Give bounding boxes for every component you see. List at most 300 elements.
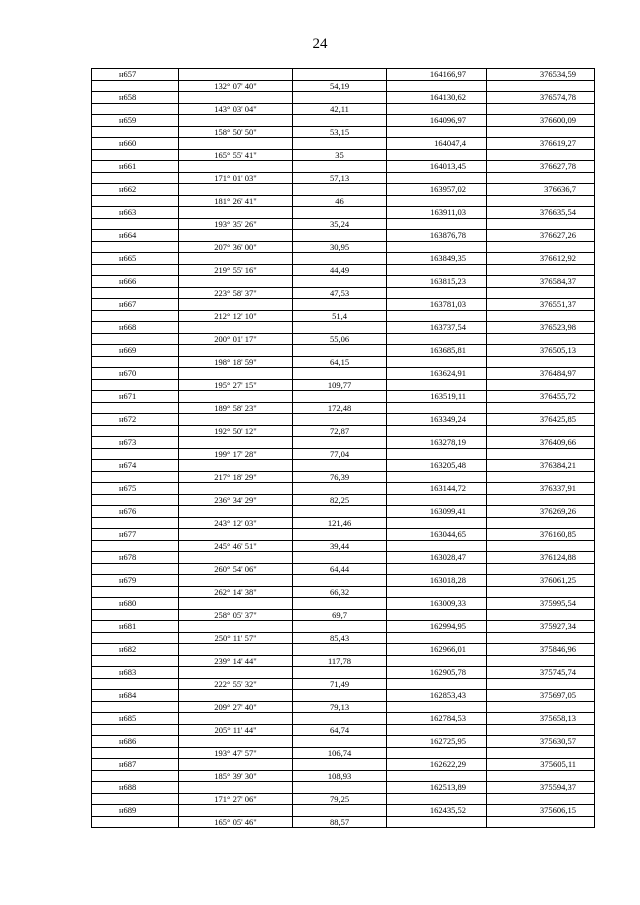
point-cell-empty [92, 379, 179, 391]
length-cell-empty [293, 115, 387, 127]
point-row [92, 230, 595, 242]
point-id: н686 [92, 736, 179, 748]
y-cell-empty [487, 747, 595, 759]
x-cell-empty [387, 540, 487, 552]
y-coordinate: 375658,13 [487, 713, 595, 725]
segment-length: 72,87 [293, 425, 387, 437]
point-id: н689 [92, 805, 179, 817]
point-row [92, 460, 595, 472]
x-coordinate: 163781,03 [387, 299, 487, 311]
direction-angle: 165° 55' 41" [179, 149, 293, 161]
length-cell-empty [293, 460, 387, 472]
point-cell-empty [92, 172, 179, 184]
angle-cell-empty [179, 184, 293, 196]
direction-angle: 143° 03' 04" [179, 103, 293, 115]
angle-cell-empty [179, 115, 293, 127]
segment-length: 35 [293, 149, 387, 161]
length-cell-empty [293, 713, 387, 725]
segment-row [92, 494, 595, 506]
y-cell-empty [487, 770, 595, 782]
y-coordinate: 376612,92 [487, 253, 595, 265]
x-coordinate: 163957,02 [387, 184, 487, 196]
segment-row [92, 149, 595, 161]
point-id: н670 [92, 368, 179, 380]
x-cell-empty [387, 471, 487, 483]
y-cell-empty [487, 126, 595, 138]
segment-length: 30,95 [293, 241, 387, 253]
y-cell-empty [487, 310, 595, 322]
segment-length: 69,7 [293, 609, 387, 621]
x-coordinate: 162513,89 [387, 782, 487, 794]
point-id: н673 [92, 437, 179, 449]
y-cell-empty [487, 149, 595, 161]
segment-row [92, 80, 595, 92]
y-cell-empty [487, 517, 595, 529]
segment-length: 109,77 [293, 379, 387, 391]
y-coordinate: 375995,54 [487, 598, 595, 610]
x-coordinate: 162784,53 [387, 713, 487, 725]
point-id: н674 [92, 460, 179, 472]
length-cell-empty [293, 667, 387, 679]
point-row [92, 529, 595, 541]
point-row [92, 161, 595, 173]
angle-cell-empty [179, 230, 293, 242]
segment-length: 64,74 [293, 724, 387, 736]
y-coordinate: 376584,37 [487, 276, 595, 288]
angle-cell-empty [179, 690, 293, 702]
y-coordinate: 376124,88 [487, 552, 595, 564]
y-cell-empty [487, 80, 595, 92]
point-id: н657 [92, 69, 179, 81]
point-row [92, 690, 595, 702]
x-coordinate: 164047,4 [387, 138, 487, 150]
length-cell-empty [293, 345, 387, 357]
segment-row [92, 264, 595, 276]
x-cell-empty [387, 149, 487, 161]
point-row [92, 782, 595, 794]
x-coordinate: 163911,03 [387, 207, 487, 219]
segment-row [92, 678, 595, 690]
length-cell-empty [293, 299, 387, 311]
segment-row [92, 287, 595, 299]
segment-row [92, 563, 595, 575]
segment-row [92, 218, 595, 230]
x-cell-empty [387, 287, 487, 299]
x-coordinate: 163278,19 [387, 437, 487, 449]
segment-length: 79,25 [293, 793, 387, 805]
x-cell-empty [387, 218, 487, 230]
segment-row [92, 379, 595, 391]
direction-angle: 219° 55' 16" [179, 264, 293, 276]
point-id: н658 [92, 92, 179, 104]
length-cell-empty [293, 690, 387, 702]
y-coordinate: 376484,97 [487, 368, 595, 380]
x-coordinate: 163737,54 [387, 322, 487, 334]
y-cell-empty [487, 425, 595, 437]
angle-cell-empty [179, 506, 293, 518]
y-cell-empty [487, 264, 595, 276]
angle-cell-empty [179, 368, 293, 380]
point-cell-empty [92, 632, 179, 644]
segment-length: 82,25 [293, 494, 387, 506]
x-cell-empty [387, 425, 487, 437]
segment-row [92, 310, 595, 322]
segment-length: 106,74 [293, 747, 387, 759]
angle-cell-empty [179, 207, 293, 219]
angle-cell-empty [179, 253, 293, 265]
point-cell-empty [92, 586, 179, 598]
point-cell-empty [92, 103, 179, 115]
y-cell-empty [487, 379, 595, 391]
segment-length: 47,53 [293, 287, 387, 299]
y-cell-empty [487, 172, 595, 184]
angle-cell-empty [179, 161, 293, 173]
x-coordinate: 163624,91 [387, 368, 487, 380]
x-cell-empty [387, 655, 487, 667]
point-row [92, 253, 595, 265]
point-id: н671 [92, 391, 179, 403]
x-coordinate: 163519,11 [387, 391, 487, 403]
segment-length: 121,46 [293, 517, 387, 529]
y-coordinate: 376619,27 [487, 138, 595, 150]
x-coordinate: 163099,41 [387, 506, 487, 518]
x-coordinate: 163009,33 [387, 598, 487, 610]
direction-angle: 212° 12' 10" [179, 310, 293, 322]
direction-angle: 223° 58' 37" [179, 287, 293, 299]
y-cell-empty [487, 586, 595, 598]
direction-angle: 262° 14' 38" [179, 586, 293, 598]
point-cell-empty [92, 310, 179, 322]
y-coordinate: 375630,57 [487, 736, 595, 748]
direction-angle: 181° 26' 41" [179, 195, 293, 207]
point-cell-empty [92, 80, 179, 92]
segment-row [92, 517, 595, 529]
x-coordinate: 163205,48 [387, 460, 487, 472]
y-coordinate: 376160,85 [487, 529, 595, 541]
y-cell-empty [487, 103, 595, 115]
x-cell-empty [387, 310, 487, 322]
x-coordinate: 162905,78 [387, 667, 487, 679]
point-cell-empty [92, 517, 179, 529]
point-id: н675 [92, 483, 179, 495]
angle-cell-empty [179, 414, 293, 426]
point-cell-empty [92, 356, 179, 368]
direction-angle: 205° 11' 44" [179, 724, 293, 736]
point-row [92, 437, 595, 449]
segment-row [92, 816, 595, 828]
angle-cell-empty [179, 805, 293, 817]
point-cell-empty [92, 471, 179, 483]
y-coordinate: 376384,21 [487, 460, 595, 472]
angle-cell-empty [179, 782, 293, 794]
angle-cell-empty [179, 667, 293, 679]
point-row [92, 552, 595, 564]
y-cell-empty [487, 816, 595, 828]
x-cell-empty [387, 103, 487, 115]
y-cell-empty [487, 218, 595, 230]
point-row [92, 414, 595, 426]
y-cell-empty [487, 701, 595, 713]
length-cell-empty [293, 736, 387, 748]
x-coordinate: 163144,72 [387, 483, 487, 495]
point-cell-empty [92, 195, 179, 207]
point-id: н662 [92, 184, 179, 196]
segment-row [92, 724, 595, 736]
angle-cell-empty [179, 460, 293, 472]
point-row [92, 322, 595, 334]
point-id: н668 [92, 322, 179, 334]
length-cell-empty [293, 391, 387, 403]
point-id: н680 [92, 598, 179, 610]
x-cell-empty [387, 402, 487, 414]
point-row [92, 644, 595, 656]
direction-angle: 258° 05' 37" [179, 609, 293, 621]
direction-angle: 236° 34' 29" [179, 494, 293, 506]
point-row [92, 138, 595, 150]
point-cell-empty [92, 724, 179, 736]
segment-row [92, 655, 595, 667]
y-cell-empty [487, 540, 595, 552]
segment-row [92, 103, 595, 115]
x-coordinate: 162994,95 [387, 621, 487, 633]
point-id: н683 [92, 667, 179, 679]
x-cell-empty [387, 747, 487, 759]
angle-cell-empty [179, 299, 293, 311]
point-cell-empty [92, 701, 179, 713]
x-cell-empty [387, 80, 487, 92]
x-coordinate: 162622,29 [387, 759, 487, 771]
y-coordinate: 376523,98 [487, 322, 595, 334]
point-id: н659 [92, 115, 179, 127]
direction-angle: 243° 12' 03" [179, 517, 293, 529]
point-cell-empty [92, 126, 179, 138]
y-cell-empty [487, 678, 595, 690]
length-cell-empty [293, 138, 387, 150]
point-cell-empty [92, 218, 179, 230]
direction-angle: 222° 55' 32" [179, 678, 293, 690]
point-cell-empty [92, 448, 179, 460]
length-cell-empty [293, 368, 387, 380]
y-coordinate: 375697,05 [487, 690, 595, 702]
x-coordinate: 163849,35 [387, 253, 487, 265]
angle-cell-empty [179, 138, 293, 150]
point-id: н661 [92, 161, 179, 173]
point-row [92, 759, 595, 771]
y-coordinate: 375745,74 [487, 667, 595, 679]
point-row [92, 92, 595, 104]
point-id: н687 [92, 759, 179, 771]
length-cell-empty [293, 552, 387, 564]
point-id: н684 [92, 690, 179, 702]
length-cell-empty [293, 437, 387, 449]
segment-row [92, 172, 595, 184]
segment-length: 71,49 [293, 678, 387, 690]
x-cell-empty [387, 195, 487, 207]
point-id: н679 [92, 575, 179, 587]
direction-angle: 158° 50' 50" [179, 126, 293, 138]
angle-cell-empty [179, 276, 293, 288]
x-cell-empty [387, 609, 487, 621]
segment-row [92, 701, 595, 713]
angle-cell-empty [179, 575, 293, 587]
y-coordinate: 376455,72 [487, 391, 595, 403]
direction-angle: 132° 07' 40" [179, 80, 293, 92]
x-cell-empty [387, 701, 487, 713]
y-coordinate: 375594,37 [487, 782, 595, 794]
y-cell-empty [487, 287, 595, 299]
point-row [92, 575, 595, 587]
segment-row [92, 540, 595, 552]
y-cell-empty [487, 494, 595, 506]
length-cell-empty [293, 253, 387, 265]
point-row [92, 506, 595, 518]
direction-angle: 199° 17' 28" [179, 448, 293, 460]
angle-cell-empty [179, 529, 293, 541]
point-cell-empty [92, 655, 179, 667]
direction-angle: 193° 35' 26" [179, 218, 293, 230]
x-cell-empty [387, 724, 487, 736]
point-row [92, 598, 595, 610]
angle-cell-empty [179, 92, 293, 104]
y-coordinate: 375846,96 [487, 644, 595, 656]
point-cell-empty [92, 609, 179, 621]
length-cell-empty [293, 506, 387, 518]
point-row [92, 368, 595, 380]
length-cell-empty [293, 230, 387, 242]
direction-angle: 198° 18' 59" [179, 356, 293, 368]
point-id: н663 [92, 207, 179, 219]
x-coordinate: 163028,47 [387, 552, 487, 564]
length-cell-empty [293, 207, 387, 219]
direction-angle: 192° 50' 12" [179, 425, 293, 437]
point-id: н685 [92, 713, 179, 725]
length-cell-empty [293, 575, 387, 587]
segment-length: 55,06 [293, 333, 387, 345]
coordinates-table [91, 68, 595, 828]
length-cell-empty [293, 69, 387, 81]
y-coordinate: 376627,78 [487, 161, 595, 173]
angle-cell-empty [179, 391, 293, 403]
segment-length: 35,24 [293, 218, 387, 230]
point-cell-empty [92, 793, 179, 805]
segment-row [92, 425, 595, 437]
angle-cell-empty [179, 598, 293, 610]
y-cell-empty [487, 333, 595, 345]
y-coordinate: 376551,37 [487, 299, 595, 311]
x-coordinate: 164130,62 [387, 92, 487, 104]
y-cell-empty [487, 402, 595, 414]
point-cell-empty [92, 425, 179, 437]
segment-length: 53,15 [293, 126, 387, 138]
point-cell-empty [92, 816, 179, 828]
angle-cell-empty [179, 322, 293, 334]
point-id: н664 [92, 230, 179, 242]
segment-length: 46 [293, 195, 387, 207]
point-id: н667 [92, 299, 179, 311]
x-coordinate: 162853,43 [387, 690, 487, 702]
point-row [92, 713, 595, 725]
y-coordinate: 376600,09 [487, 115, 595, 127]
point-cell-empty [92, 402, 179, 414]
segment-row [92, 241, 595, 253]
x-coordinate: 163044,65 [387, 529, 487, 541]
x-cell-empty [387, 563, 487, 575]
length-cell-empty [293, 483, 387, 495]
y-coordinate: 376505,13 [487, 345, 595, 357]
length-cell-empty [293, 161, 387, 173]
x-cell-empty [387, 517, 487, 529]
x-coordinate: 163685,81 [387, 345, 487, 357]
point-id: н688 [92, 782, 179, 794]
x-cell-empty [387, 586, 487, 598]
point-id: н660 [92, 138, 179, 150]
point-row [92, 736, 595, 748]
segment-length: 117,78 [293, 655, 387, 667]
x-cell-empty [387, 333, 487, 345]
segment-row [92, 126, 595, 138]
x-cell-empty [387, 379, 487, 391]
x-cell-empty [387, 494, 487, 506]
x-coordinate: 163018,28 [387, 575, 487, 587]
segment-length: 42,11 [293, 103, 387, 115]
point-id: н682 [92, 644, 179, 656]
x-cell-empty [387, 770, 487, 782]
angle-cell-empty [179, 345, 293, 357]
point-cell-empty [92, 287, 179, 299]
direction-angle: 171° 01' 03" [179, 172, 293, 184]
x-cell-empty [387, 793, 487, 805]
point-row [92, 621, 595, 633]
point-cell-empty [92, 333, 179, 345]
point-row [92, 207, 595, 219]
y-cell-empty [487, 655, 595, 667]
length-cell-empty [293, 322, 387, 334]
length-cell-empty [293, 644, 387, 656]
point-row [92, 69, 595, 81]
length-cell-empty [293, 621, 387, 633]
direction-angle: 250° 11' 57" [179, 632, 293, 644]
x-coordinate: 164013,45 [387, 161, 487, 173]
point-cell-empty [92, 241, 179, 253]
length-cell-empty [293, 598, 387, 610]
point-id: н665 [92, 253, 179, 265]
y-cell-empty [487, 793, 595, 805]
segment-length: 172,48 [293, 402, 387, 414]
point-id: н678 [92, 552, 179, 564]
x-cell-empty [387, 356, 487, 368]
length-cell-empty [293, 92, 387, 104]
y-cell-empty [487, 195, 595, 207]
x-coordinate: 164096,97 [387, 115, 487, 127]
length-cell-empty [293, 805, 387, 817]
y-coordinate: 375605,11 [487, 759, 595, 771]
x-coordinate: 163876,78 [387, 230, 487, 242]
direction-angle: 200° 01' 17" [179, 333, 293, 345]
angle-cell-empty [179, 483, 293, 495]
point-id: н676 [92, 506, 179, 518]
point-row [92, 184, 595, 196]
y-cell-empty [487, 724, 595, 736]
segment-row [92, 448, 595, 460]
point-row [92, 805, 595, 817]
segment-row [92, 356, 595, 368]
length-cell-empty [293, 184, 387, 196]
angle-cell-empty [179, 644, 293, 656]
direction-angle: 239° 14' 44" [179, 655, 293, 667]
y-cell-empty [487, 471, 595, 483]
segment-row [92, 195, 595, 207]
direction-angle: 165° 05' 46" [179, 816, 293, 828]
